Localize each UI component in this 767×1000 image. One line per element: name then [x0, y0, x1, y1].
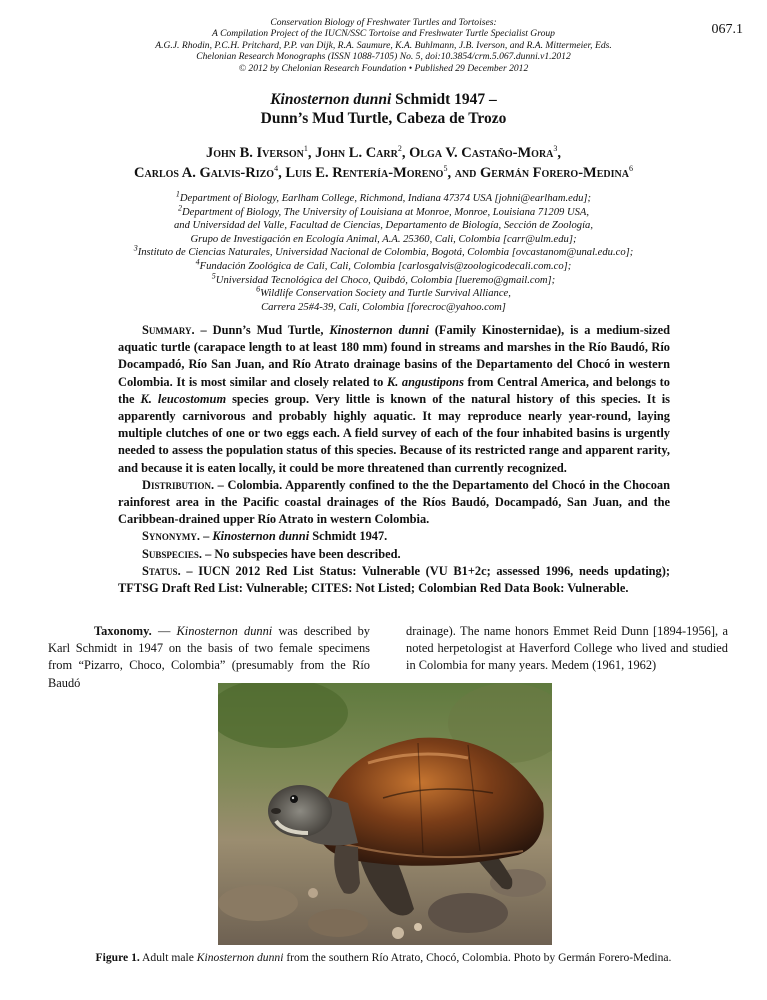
author-name: Olga V. Castaño-Mora [409, 145, 554, 161]
turtle-photo [218, 683, 552, 945]
running-header [0, 17, 767, 74]
status-label: Status. [142, 563, 181, 578]
author-name: Luis E. Rentería-Moreno [285, 165, 444, 181]
author-sup: 5 [443, 164, 448, 174]
turtle-illustration [218, 683, 552, 945]
author-sup: 1 [303, 144, 308, 154]
synonymy-label: Synonymy. [142, 529, 200, 544]
subspecies-paragraph: Subspecies. – No subspecies have been described. [142, 546, 401, 561]
distribution-paragraph: Distribution. – Colombia. Apparently confined to the the Departamento del Chocó in the Chocoan rainforest area in the Pacific coastal drainages of the Ríos Baudó, Docampadó, San Juan, and the Caribbean-drained upper Río Atrato in western Colombia. [118, 477, 670, 527]
affiliation-line: $^3$Instituto de Ciencias Naturales, Universidad Nacional de Colombia, Bogotá, Colombia [ovcastanom@unal.edu.co]; [133, 243, 634, 259]
author-name: Germán Forero-Medina [480, 165, 629, 181]
synonymy-paragraph: Synonymy. – Kinosternon dunni Schmidt 1947. [142, 529, 388, 544]
body-right-column [406, 623, 728, 675]
summary-block [118, 322, 670, 597]
status-paragraph: Status. – IUCN 2012 Red List Status: Vulnerable (VU B1+2c; assessed 1996, needs updating); TFTSG Draft Red List: Vulnerable; CITES: Not Listed; Colombian Red Data Book: Vulnerable. [118, 563, 670, 596]
body-left-column [48, 623, 370, 692]
author-sup: 6 [628, 164, 633, 174]
affiliation-line: $^1$Department of Biology, Earlham College, Richmond, Indiana 47374 USA [johni@earlham.edu]; [175, 189, 592, 204]
header-line: A Compilation Project of the IUCN/SSC Tortoise and Freshwater Turtle Specialist Group [212, 28, 555, 40]
author-sup: 4 [274, 164, 279, 174]
affiliation-line: $^4$Fundación Zoológica de Cali, Cali, Colombia [carlosgalvis@zoologicodecali.com.co]; [195, 257, 572, 272]
header-line: Chelonian Research Monographs (ISSN 1088-7105) No. 5, doi:10.3854/crm.5.067.dunni.v1.2012 [196, 51, 571, 63]
header-line: Conservation Biology of Freshwater Turtles and Tortoises: [270, 17, 497, 28]
figure-caption: Figure 1. Adult male Kinosternon dunni from the southern Río Atrato, Chocó, Colombia. Photo by Germán Forero-Medina. [95, 951, 672, 964]
title-species: Kinosternon dunni [270, 91, 392, 108]
title-authority: Schmidt 1947 – [395, 91, 497, 108]
taxonomy-paragraph: Taxonomy. — Kinosternon dunni was described by Karl Schmidt in 1947 on the basis of two female specimens from “Pizarro, Choco, Colombia” (presumably from the Río Baudó [48, 624, 370, 690]
author-name: John L. Carr [315, 145, 398, 161]
affiliation-line: Carrera 25#4-39, Cali, Colombia [forecroc@yahoo.com] [261, 301, 506, 313]
figure-label: Figure 1. [95, 951, 140, 964]
header-line: A.G.J. Rhodin, P.C.H. Pritchard, P.P. van Dijk, R.A. Saumure, K.A. Buhlmann, J.B. Iverson, and R.A. Mittermeier, Eds. [155, 39, 612, 51]
author-sup: 3 [553, 144, 558, 154]
author-list: John B. Iverson$^1$, John L. Carr$^2$, Olga V. Castaño-Mora$^3$, Carlos A. Galvis-Rizo$^4$, Luis E. Rentería-Moreno$^5$, and Germán Forero-Medina$^6$ [134, 144, 633, 181]
title-common-names: Dunn’s Mud Turtle, Cabeza de Trozo [260, 110, 507, 127]
distribution-label: Distribution. [142, 477, 215, 492]
author-sup: 2 [397, 144, 402, 154]
affiliation-line: and Universidad del Valle, Facultad de Ciencias, Departamento de Biología, Sección de Zoología, [174, 220, 593, 232]
subspecies-label: Subspecies. [142, 546, 203, 561]
author-name: John B. Iverson [205, 145, 304, 161]
affiliation-line: Grupo de Investigación en Ecología Animal, A.A. 25360, Cali, Colombia [carr@ulm.edu]; [190, 233, 577, 245]
affiliations [0, 189, 767, 314]
affiliation-line: $^6$Wildlife Conservation Society and Turtle Survival Alliance, [256, 284, 511, 300]
summary-label: Summary. [142, 323, 195, 337]
header-line: © 2012 by Chelonian Research Foundation • Published 29 December 2012 [238, 62, 529, 74]
article-title [0, 90, 767, 128]
affiliation-line: $^5$Universidad Tecnológica del Choco, Quibdó, Colombia [lueremo@gmail.com]; [211, 271, 556, 286]
page-number: 067.1 [711, 22, 743, 37]
taxonomy-continued: drainage). The name honors Emmet Reid Dunn [1894-1956], a noted herpetologist at Haverford College who lived and studied in Colombia for many years. Medem (1961, 1962) [406, 624, 728, 673]
taxonomy-label: Taxonomy. [94, 624, 152, 638]
author-name: Carlos A. Galvis-Rizo [134, 165, 275, 181]
summary-paragraph: Summary. – Dunn’s Mud Turtle, Kinosternon dunni (Family Kinosternidae), is a medium-sized aquatic turtle (carapace length to at least 180 mm) found in streams and marshes in the Río Baudó, Río Docampadó, Río San Juan, and Río Atrato drainage basins of the Departamento del Chocó in western Colombia. It is most similar and closely related to K. angustipons from Central America, and belongs to the K. leucostomum species group. Very little is known of the natural history of this species. It is apparently carnivorous and probably highly aquatic. It may reproduce nearly year-round, laying multiple clutches of one or two eggs each. A field survey of each of the four inhabited basins is urgently needed to assess the population status of this species. Because of its restricted range and apparent rarity, and because it is eaten locally, it could be more threatened than currently recognized. [118, 323, 670, 475]
affiliation-line: $^2$Department of Biology, The University of Louisiana at Monroe, Monroe, Louisiana 71209 USA, [177, 203, 590, 218]
